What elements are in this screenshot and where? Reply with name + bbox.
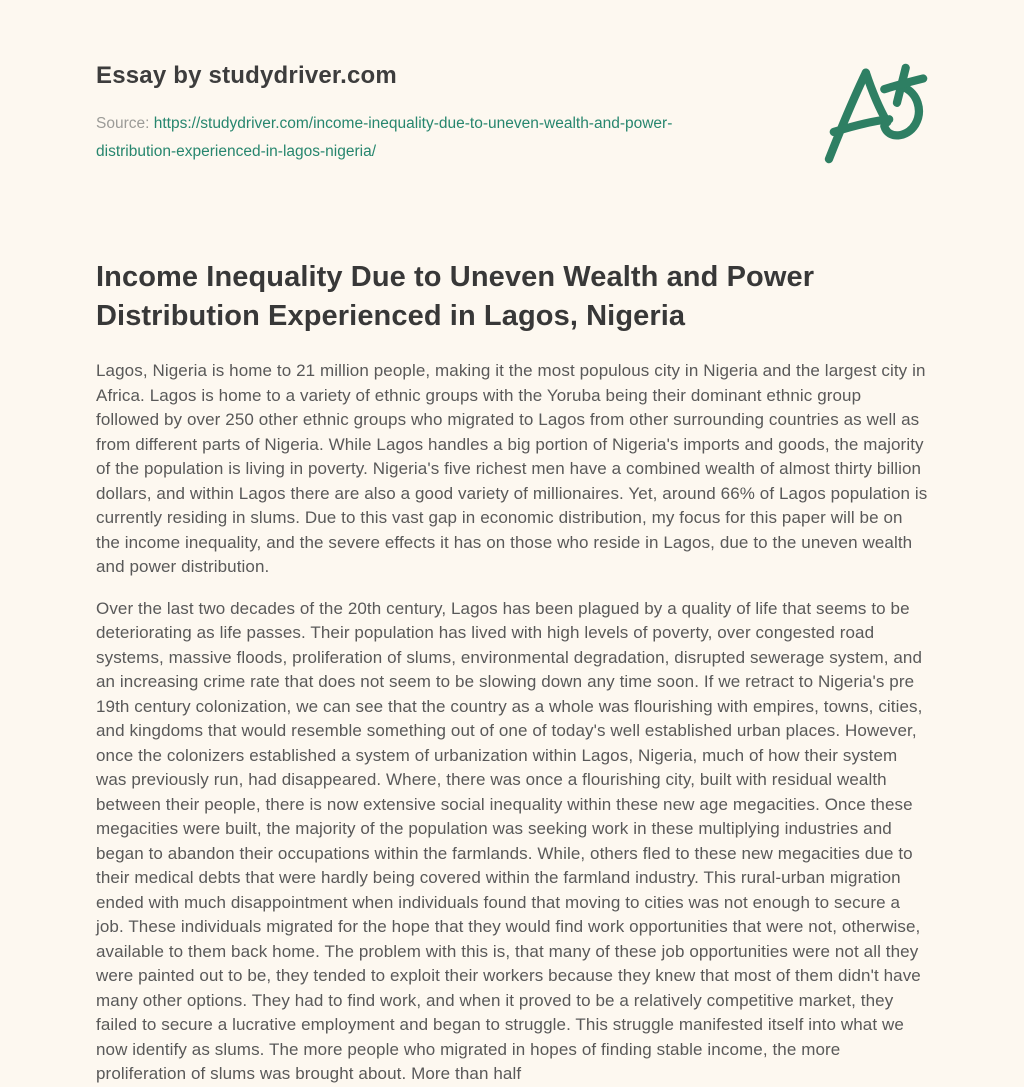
essay-paragraph-2: Over the last two decades of the 20th century, Lagos has been plagued by a quality of life that seems to be deteriorating as life passes. Their population has lived with high levels of poverty, over congested road systems, massive floods, proliferation of slums, environmental degradation, disrupted sewerage system, and an increasing crime rate that does not seem to be slowing down any time soon. If we retract to Nigeria's pre 19th century colonization, we can see that the country as a whole was flourishing with empires, towns, cities, and kingdoms that would resemble something out of one of today's well established urban places. However, once the colonizers established a system of urbanization within Lagos, Nigeria, much of how their system was previously run, had disappeared. Where, there was once a flourishing city, built with residual wealth between their people, there is now extensive social inequality within these new age megacities. Once these megacities were built, the majority of the population was seeking work in these multiplying industries and began to abandon their occupations within the farmlands. While, others fled to these new megacities due to their medical debts that were hardly being covered within the farmland industry. This rural-urban migration ended with much disappointment when individuals found that moving to cities was not enough to secure a job. These individuals migrated for the hope that they would find work opportunities that were not, otherwise, available to them back home. The problem with this is, that many of these job opportunities were not all they were painted out to be, they tended to exploit their workers because they knew that most of them didn't have many other options. They had to find work, and when it proved to be a relatively competitive market, they failed to secure a lucrative employment and began to struggle. This struggle manifested itself into what we now identify as slums. The more people who migrated in hopes of finding stable income, the more proliferation of slums was brought about. More than half <box>96 598 923 1083</box>
source-label: Source: <box>96 115 150 132</box>
studydriver-logo <box>822 62 934 164</box>
essay-paragraph-1: Lagos, Nigeria is home to 21 million people, making it the most populous city in Nigeria and the largest city in Africa. Lagos is home to a variety of ethnic groups with the Yoruba being their dominant ethnic group followed by over 250 other ethnic groups who migrated to Lagos from other surrounding countries as well as from different parts of Nigeria. While Lagos handles a big portion of Nigeria's imports and goods, the majority of the population is living in poverty. Nigeria's five richest men have a combined wealth of almost thirty billion dollars, and within Lagos there are also a good variety of millionaires. Yet, around 66% of Lagos population is currently residing in slums. Due to this vast gap in economic distribution, my focus for this paper will be on the income inequality, and the severe effects it has on those who reside in Lagos, due to the uneven wealth and power distribution. <box>96 361 928 576</box>
essay-source-heading: Essay by studydriver.com <box>96 62 397 89</box>
essay-title: Income Inequality Due to Uneven Wealth and Power Distribution Experienced in Lagos, Nigeria <box>96 261 815 332</box>
source-line <box>96 110 751 166</box>
page-header <box>96 62 928 166</box>
essay-article <box>96 258 928 1087</box>
a-plus-icon <box>822 62 934 164</box>
source-url-link[interactable]: https://studydriver.com/income-inequality-due-to-uneven-wealth-and-power-distribution-experienced-in-lagos-nigeria/ <box>96 115 673 160</box>
